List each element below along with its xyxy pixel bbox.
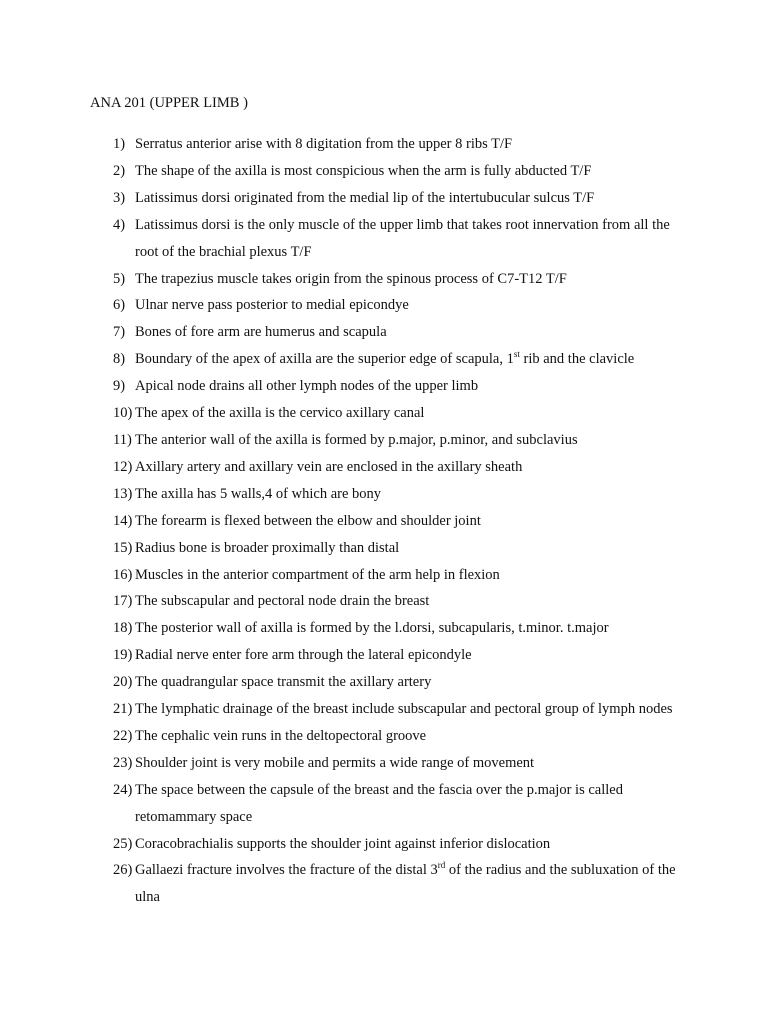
question-item: [0, 131, 768, 158]
question-text: [135, 669, 680, 696]
question-item: [0, 615, 768, 642]
ordinal-superscript: rd: [437, 860, 446, 871]
question-text-continued: rib and the clavicle: [519, 351, 635, 368]
question-number: 1): [113, 136, 126, 152]
question-text-main: Apical node drains all other lymph nodes of the upper limb: [135, 378, 479, 395]
question-text-main: Muscles in the anterior compartment of the arm help in flexion: [135, 566, 500, 583]
question-number: 18): [113, 620, 133, 637]
question-text: [135, 346, 680, 373]
question-text: [135, 481, 680, 508]
question-text: [135, 696, 680, 723]
question-number: 8): [113, 351, 126, 368]
question-number: 16): [113, 566, 133, 583]
question-text-main: Serratus anterior arise with 8 digitation from the upper 8 ribs T/F: [135, 136, 513, 152]
question-item: [0, 319, 768, 346]
question-item: [0, 373, 768, 400]
question-text: [135, 266, 680, 293]
question-text-main: Radius bone is broader proximally than distal: [135, 539, 400, 556]
question-number: 4): [113, 216, 126, 233]
question-text: [135, 588, 680, 615]
question-item: [0, 185, 768, 212]
question-text-main: The forearm is flexed between the elbow and shoulder joint: [135, 512, 481, 529]
question-number: 15): [113, 539, 133, 556]
question-item: [0, 212, 768, 266]
question-text-main: Latissimus dorsi is the only muscle of the upper limb that takes root innervation from all the root of the brachial plexus T/F: [135, 216, 670, 260]
question-text: [135, 777, 680, 831]
question-text-main: Gallaezi fracture involves the fracture of the distal 3: [135, 862, 438, 879]
question-number: 22): [113, 727, 133, 744]
question-number: 9): [113, 378, 126, 395]
question-item: [0, 588, 768, 615]
question-text: [135, 831, 680, 858]
question-item: [0, 831, 768, 858]
question-number: 6): [113, 297, 126, 314]
question-text-continued: of the radius and the subluxation of the ulna: [135, 862, 676, 906]
question-text-main: Coracobrachialis supports the shoulder joint against inferior dislocation: [135, 835, 551, 852]
question-text: [135, 857, 680, 911]
question-item: [0, 454, 768, 481]
question-number: 5): [113, 270, 126, 287]
question-text: [135, 319, 680, 346]
question-text: [135, 373, 680, 400]
question-number: 3): [113, 189, 126, 206]
question-text: [135, 131, 680, 158]
question-number: 2): [113, 162, 126, 179]
question-text: [135, 642, 680, 669]
question-number: 14): [113, 512, 133, 529]
question-item: [0, 481, 768, 508]
ordinal-superscript: st: [513, 349, 520, 360]
question-text-main: The trapezius muscle takes origin from the spinous process of C7-T12 T/F: [135, 270, 567, 287]
question-item: [0, 642, 768, 669]
question-item: [0, 750, 768, 777]
question-text: [135, 400, 680, 427]
question-number: 11): [113, 431, 132, 448]
question-text-main: The axilla has 5 walls,4 of which are bony: [135, 485, 382, 502]
question-number: 24): [113, 781, 133, 798]
question-text: [135, 723, 680, 750]
question-item: [0, 562, 768, 589]
question-text-main: Boundary of the apex of axilla are the superior edge of scapula, 1: [135, 351, 514, 368]
question-text: [135, 212, 680, 266]
question-text: [135, 158, 680, 185]
question-item: [0, 400, 768, 427]
question-item: [0, 158, 768, 185]
question-text-main: The quadrangular space transmit the axillary artery: [135, 674, 432, 691]
question-text-main: Bones of fore arm are humerus and scapula: [135, 324, 387, 341]
question-item: [0, 696, 768, 723]
question-number: 13): [113, 485, 133, 502]
question-number: 20): [113, 674, 133, 691]
question-text-main: The space between the capsule of the breast and the fascia over the p.major is called retomammary space: [135, 781, 623, 825]
question-item: [0, 266, 768, 293]
question-text: [135, 454, 680, 481]
question-text-main: The subscapular and pectoral node drain the breast: [135, 593, 430, 610]
question-item: [0, 777, 768, 831]
question-text: [135, 185, 680, 212]
question-item: [0, 857, 768, 911]
question-number: 21): [113, 701, 133, 718]
question-text: [135, 535, 680, 562]
question-text: [135, 615, 680, 642]
question-text: [135, 750, 680, 777]
question-number: 17): [113, 593, 133, 610]
question-text-main: The anterior wall of the axilla is formed by p.major, p.minor, and subclavius: [135, 431, 578, 448]
question-number: 12): [113, 458, 133, 475]
question-number: 26): [113, 862, 133, 879]
question-list: [0, 131, 768, 911]
question-text: [135, 427, 680, 454]
question-item: [0, 669, 768, 696]
question-text-main: Axillary artery and axillary vein are enclosed in the axillary sheath: [135, 458, 523, 475]
question-text-main: The shape of the axilla is most conspicious when the arm is fully abducted T/F: [135, 162, 592, 179]
question-item: [0, 723, 768, 750]
document-title: ANA 201 (UPPER LIMB ): [90, 95, 248, 111]
question-text-main: Shoulder joint is very mobile and permits a wide range of movement: [135, 754, 535, 771]
question-text-main: Radial nerve enter fore arm through the lateral epicondyle: [135, 647, 472, 664]
question-number: 10): [113, 405, 133, 422]
question-number: 25): [113, 835, 133, 852]
question-text-main: Latissimus dorsi originated from the medial lip of the intertubucular sulcus T/F: [135, 189, 595, 206]
question-item: [0, 427, 768, 454]
question-text: [135, 508, 680, 535]
question-text: [135, 562, 680, 589]
question-text-main: The lymphatic drainage of the breast include subscapular and pectoral group of lymph nodes: [135, 701, 673, 718]
question-text-main: The cephalic vein runs in the deltopectoral groove: [135, 727, 427, 744]
question-text-main: Ulnar nerve pass posterior to medial epicondye: [135, 297, 409, 314]
question-item: [0, 535, 768, 562]
question-number: 23): [113, 754, 133, 771]
question-item: [0, 508, 768, 535]
question-text: [135, 292, 680, 319]
question-number: 7): [113, 324, 126, 341]
question-item: [0, 346, 768, 373]
question-text-main: The apex of the axilla is the cervico axillary canal: [135, 405, 425, 422]
question-item: [0, 292, 768, 319]
question-text-main: The posterior wall of axilla is formed by the l.dorsi, subcapularis, t.minor. t.major: [135, 620, 609, 637]
question-number: 19): [113, 647, 133, 664]
